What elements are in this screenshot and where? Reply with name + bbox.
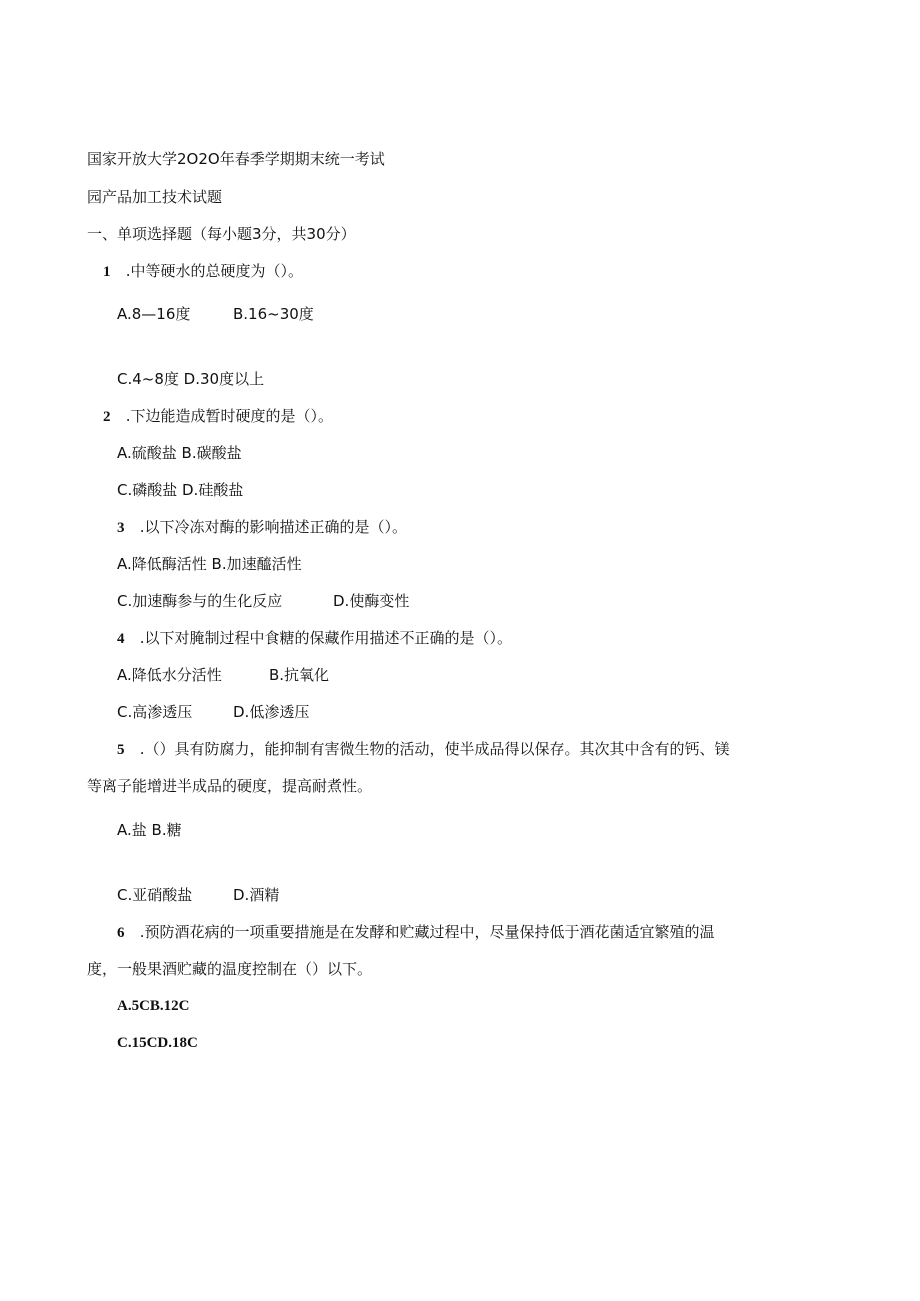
option-a-b: A.盐 B.糖 xyxy=(117,821,182,839)
question-5 xyxy=(117,739,730,760)
question-5-continued: 等离子能增进半成品的硬度，提高耐煮性。 xyxy=(87,777,373,795)
question-number: 5 xyxy=(117,742,125,758)
option-c-d: C.15CD.18C xyxy=(117,1035,198,1051)
option-c-d: C.磷酸盐 D.硅酸盐 xyxy=(117,481,244,499)
exam-title: 国家开放大学2O2O年春季学期期末统一考试 xyxy=(87,150,385,168)
option-d: D.使酶变性 xyxy=(333,592,410,610)
option-b: B.抗氧化 xyxy=(269,666,330,684)
question-6 xyxy=(117,922,715,943)
option-d: D.酒精 xyxy=(233,886,280,904)
course-title: 园产品加工技术试题 xyxy=(87,188,223,206)
option-a: A.8—16度 xyxy=(117,305,191,323)
option-a-b: A.硫酸盐 B.碳酸盐 xyxy=(117,444,242,462)
question-4 xyxy=(117,628,512,649)
question-number: 1 xyxy=(103,264,111,280)
question-3 xyxy=(117,517,407,538)
option-c: C.加速酶参与的生化反应 xyxy=(117,592,283,610)
option-b: B.16~30度 xyxy=(233,305,314,323)
question-number: 2 xyxy=(103,409,111,425)
question-6-continued: 度，一般果酒贮藏的温度控制在（）以下。 xyxy=(87,960,373,978)
question-text: .预防酒花病的一项重要措施是在发酵和贮藏过程中，尽量保持低于酒花菌适宜繁殖的温 xyxy=(139,923,715,941)
option-a: A.降低水分活性 xyxy=(117,666,222,684)
option-d: D.低渗透压 xyxy=(233,703,310,721)
section-title: 一、单项选择题（每小题3分，共30分） xyxy=(87,225,356,243)
question-1 xyxy=(103,261,303,282)
question-text: .（）具有防腐力，能抑制有害微生物的活动，使半成品得以保存。其次其中含有的钙、镁 xyxy=(139,740,730,758)
question-text: .以下对腌制过程中食糖的保藏作用描述不正确的是（）。 xyxy=(139,629,513,647)
option-c: C.亚硝酸盐 xyxy=(117,886,193,904)
question-text: .下边能造成暂时硬度的是（）。 xyxy=(125,407,334,425)
option-c: C.高渗透压 xyxy=(117,703,193,721)
question-number: 4 xyxy=(117,631,125,647)
option-a-b: A.降低酶活性 B.加速醯活性 xyxy=(117,555,302,573)
question-number: 3 xyxy=(117,520,125,536)
option-c-d: C.4~8度 D.30度以上 xyxy=(117,370,265,388)
question-2 xyxy=(103,406,333,427)
question-text: .中等硬水的总硬度为（）。 xyxy=(125,262,304,280)
option-a-b: A.5CB.12C xyxy=(117,998,190,1014)
question-text: .以下冷冻对酶的影响描述正确的是（）。 xyxy=(139,518,408,536)
question-number: 6 xyxy=(117,925,125,941)
